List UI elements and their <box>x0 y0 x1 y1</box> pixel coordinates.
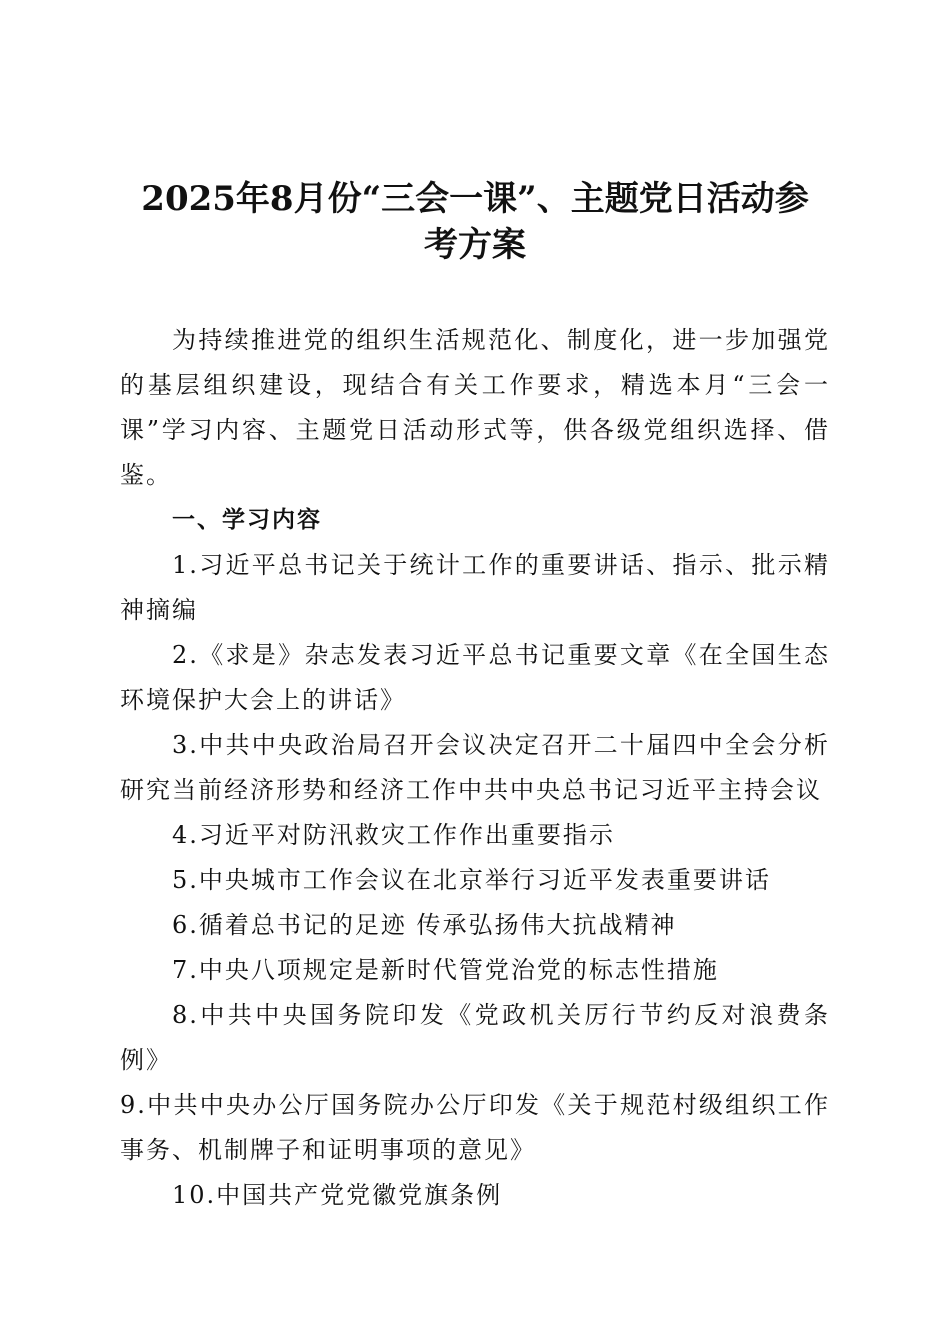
document-title <box>110 176 840 268</box>
list-item: 5.中央城市工作会议在北京举行习近平发表重要讲话 <box>172 866 771 894</box>
title-line-2: 考方案 <box>424 225 526 265</box>
list-item: 10.中国共产党党徽党旗条例 <box>172 1181 503 1209</box>
list-item: 9.中共中央办公厅国务院办公厅印发《关于规范村级组织工作事务、机制牌子和证明事项的意见》 <box>120 1091 830 1164</box>
list-item: 6.循着总书记的足迹 传承弘扬伟大抗战精神 <box>172 911 677 939</box>
intro-paragraph: 为持续推进党的组织生活规范化、制度化，进一步加强党的基层组织建设，现结合有关工作要求，精选本月“三会一课”学习内容、主题党日活动形式等，供各级党组织选择、借鉴。 <box>120 326 830 489</box>
document-body <box>120 318 830 1218</box>
list-item: 1.习近平总书记关于统计工作的重要讲话、指示、批示精神摘编 <box>120 551 830 624</box>
list-item: 3.中共中央政治局召开会议决定召开二十届四中全会分析研究当前经济形势和经济工作中共中央总书记习近平主持会议 <box>120 731 830 804</box>
list-item: 2.《求是》杂志发表习近平总书记重要文章《在全国生态环境保护大会上的讲话》 <box>120 641 830 714</box>
list-item: 7.中央八项规定是新时代管党治党的标志性措施 <box>172 956 719 984</box>
section-heading: 一、学习内容 <box>172 507 322 533</box>
list-item: 4.习近平对防汛救灾工作作出重要指示 <box>172 821 615 849</box>
list-item: 8.中共中央国务院印发《党政机关厉行节约反对浪费条例》 <box>120 1001 830 1074</box>
title-line-1: 2025年8月份“三会一课”、主题党日活动参 <box>141 179 809 219</box>
